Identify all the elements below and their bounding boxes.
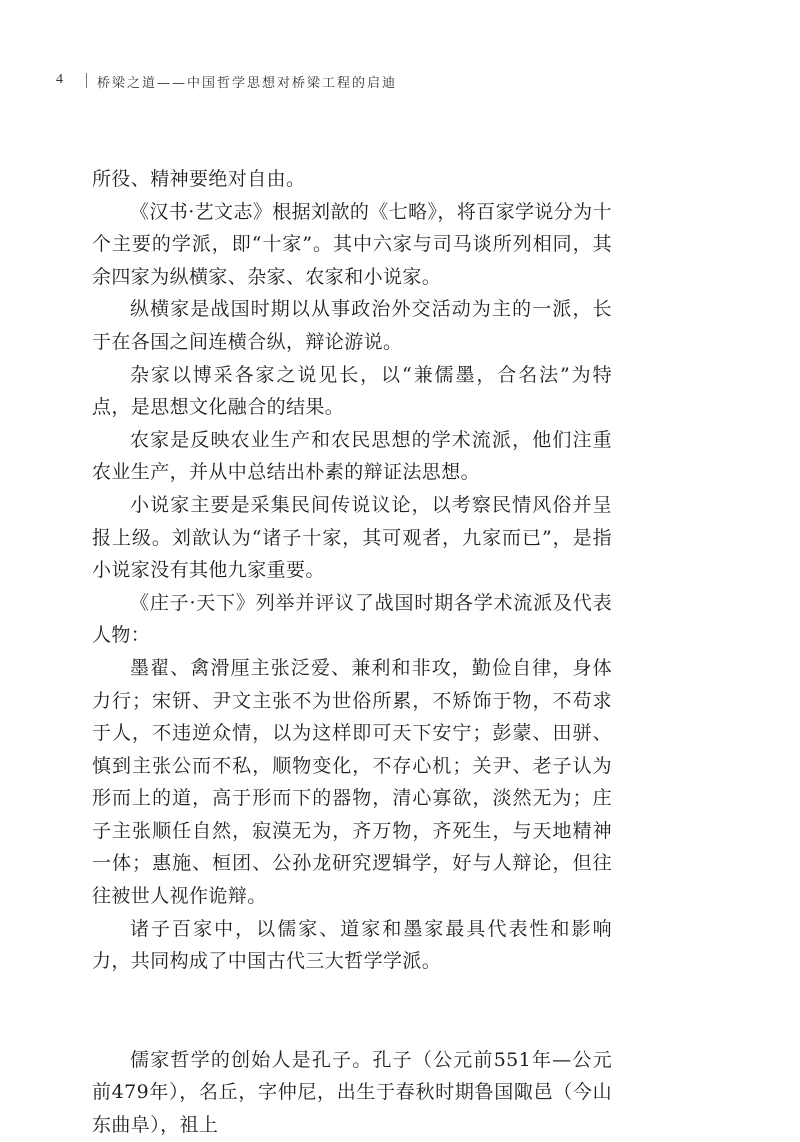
paragraph-continued: 所役、精神要绝对自由。: [92, 168, 306, 190]
paragraph-xiaoshuojia: 小说家主要是采集民间传说议论，以考察民情风俗并呈报上级。刘歆认为“诸子十家，其可观者，九家而已”，是指小说家没有其他九家重要。: [92, 493, 612, 582]
body-text: [92, 163, 612, 1142]
paragraph-zhuangzi-tianxia: 《庄子·天下》列举并评议了战国时期各学术流派及代表人物：: [92, 591, 612, 647]
header-divider: [86, 73, 87, 88]
paragraph-schools-list: 墨翟、禽滑厘主张泛爱、兼利和非攻，勤俭自律，身体力行；宋钘、尹文主张不为世俗所累，不矫饰于物，不苟求于人，不违逆众情，以为这样即可天下安宁；彭蒙、田骈、慎到主张公而不私，顺物变化，不存心机；关尹、老子认为形而上的道，高于形而下的器物，清心寡欲，淡然无为；庄子主张顺任自然，寂漠无为，齐万物，齐死生，与天地精神一体；惠施、桓团、公孙龙研究逻辑学，好与人辩论，但往往被世人视作诡辩。: [92, 656, 612, 908]
paragraph-zonghengjia: 纵横家是战国时期以从事政治外交活动为主的一派，长于在各国之间连横合纵，辩论游说。: [92, 298, 612, 353]
book-title: 桥梁之道——中国哲学思想对桥梁工程的启迪: [97, 76, 398, 91]
paragraph-three-schools: 诸子百家中，以儒家、道家和墨家最具代表性和影响力，共同构成了中国古代三大哲学学派。: [92, 917, 612, 973]
paragraph-confucianism: 儒家哲学的创始人是孔子。孔子（公元前551年—公元前479年），名丘，字仲尼，出生于春秋时期鲁国陬邑（今山东曲阜），祖上: [92, 1048, 612, 1137]
running-header: [0, 70, 800, 94]
paragraph-zajia: 杂家以博采各家之说见长，以“兼儒墨，合名法”为特点，是思想文化融合的结果。: [92, 363, 612, 419]
page-number: 4: [56, 72, 63, 87]
paragraph-hanshu-yiwenzhi: 《汉书·艺文志》根据刘歆的《七略》，将百家学说分为十个主要的学派，即“十家”。其中六家与司马谈所列相同，其余四家为纵横家、杂家、农家和小说家。: [92, 200, 612, 288]
paragraph-nongjia: 农家是反映农业生产和农民思想的学术流派，他们注重农业生产，并从中总结出朴素的辩证法思想。: [92, 428, 612, 484]
